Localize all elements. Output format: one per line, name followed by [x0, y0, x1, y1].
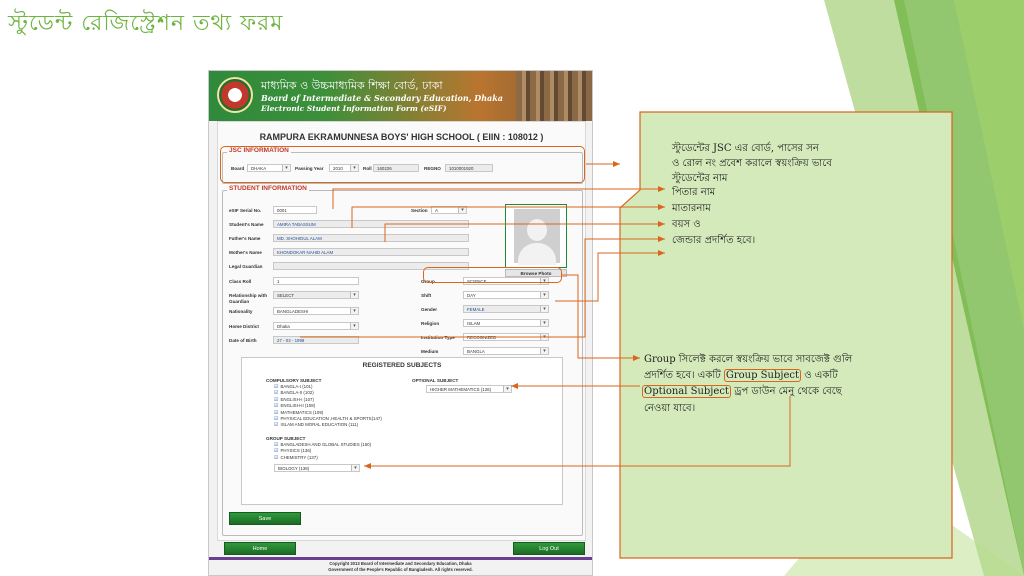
shift-select[interactable]: DAY ▾: [463, 291, 549, 299]
shift-label: Shift: [421, 293, 432, 298]
dob-label: Date of Birth: [229, 338, 257, 343]
nationality-select[interactable]: BANGLADESHI ▾: [273, 307, 359, 315]
board-select[interactable]: DHAKA ▾: [247, 164, 291, 172]
banner-bangla: মাধ্যমিক ও উচ্চমাধ্যমিক শিক্ষা বোর্ড, ঢাকা: [261, 79, 443, 92]
religion-select[interactable]: ISLAM ▾: [463, 319, 549, 327]
subject-checkbox[interactable]: ☑ PHYSICAL EDUCATION ,HEALTH & SPORTS(147): [274, 416, 382, 422]
student-legend: STUDENT INFORMATION: [229, 185, 307, 192]
note-line-4: পিতার নাম: [672, 187, 716, 198]
medium-label: Medium: [421, 349, 439, 354]
banner-form-name: Electronic Student Information Form (eSIF): [261, 104, 447, 113]
medium-select[interactable]: BANGLA ▾: [463, 347, 549, 355]
group-note-text-c: ও একটি: [801, 370, 838, 381]
religion-label: Religion: [421, 321, 440, 326]
regno-input[interactable]: 1010001920: [445, 164, 493, 172]
mother-name-input[interactable]: KHONDOKAR NAHID ALAM: [273, 248, 469, 256]
subject-checkbox[interactable]: ☑ ISLAM AND MORAL EDUCATION (111): [274, 422, 358, 428]
board-label: Board: [231, 166, 245, 171]
optional-label: OPTIONAL SUBJECT: [412, 378, 459, 383]
jsc-legend: JSC INFORMATION: [229, 147, 289, 154]
roll-label: Roll: [363, 166, 372, 171]
group-label: Group: [421, 279, 435, 284]
note-line-7: জেন্ডার প্রদর্শিত হবে।: [672, 235, 756, 246]
optional-subject-highlight: Optional Subject: [644, 386, 729, 397]
home-button[interactable]: Home: [224, 542, 296, 555]
nationality-label: Nationality: [229, 309, 253, 314]
slide-title: স্টুডেন্ট রেজিস্ট্রেশন তথ্য ফরম: [8, 11, 284, 36]
section-label: Section: [411, 208, 428, 213]
group-note-text-a: প্রদর্শিত হবে। একটি: [644, 370, 724, 381]
father-name-input[interactable]: MD. SHOHIDUL ALAM: [273, 234, 469, 242]
group-select[interactable]: SCIENCE ▾: [463, 277, 549, 285]
group-subject-select[interactable]: BIOLOGY (138) ▾: [274, 464, 360, 472]
subject-checkbox[interactable]: ☑ BANGLADESH AND GLOBAL STUDIES (150): [274, 442, 371, 448]
institution-type-select[interactable]: RECOGNIZED ▾: [463, 333, 549, 341]
group-subject-label: GROUP SUBJECT: [266, 436, 306, 441]
group-note-line-3: [642, 384, 842, 401]
group-subject-highlight: Group Subject: [725, 370, 800, 381]
subject-checkbox[interactable]: ☑ ENGLISH-II (108): [274, 403, 315, 409]
save-button[interactable]: Save: [229, 512, 301, 525]
subject-checkbox[interactable]: ☑ BANGLA-I (101): [274, 384, 312, 390]
subject-checkbox[interactable]: ☑ BANGLA-II (102): [274, 390, 314, 396]
group-note-line-2: [644, 368, 838, 385]
subject-checkbox[interactable]: ☑ CHEMISTRY (137): [274, 455, 318, 461]
home-district-select[interactable]: Dhaka ▾: [273, 322, 359, 330]
gender-select[interactable]: FEMALE ▾: [463, 305, 549, 313]
footer-line1: Copyright 2013 Board of Intermediate and Secondary Education, Dhaka: [329, 561, 472, 566]
relationship-select[interactable]: SELECT ▾: [273, 291, 359, 299]
home-district-label: Home District: [229, 324, 259, 329]
serial-label: eSIF Serial No.: [229, 208, 262, 213]
gender-label: Gender: [421, 307, 438, 312]
note-line-2: ও রোল নং প্রবেশ করালে স্বয়ংক্রিয় ভাবে: [672, 158, 832, 169]
group-note-text-d: ড্রপ ডাউন মেনু থেকে বেছে: [730, 386, 842, 397]
subject-checkbox[interactable]: ☑ ENGLISH-I (107): [274, 397, 314, 403]
father-name-label: Father's Name: [229, 236, 261, 241]
note-line-1: স্টুডেন্টের JSC এর বোর্ড, পাসের সন: [672, 143, 819, 154]
institution-type-label: Institution Type: [421, 335, 455, 340]
mother-name-label: Mother's Name: [229, 250, 262, 255]
note-line-6: বয়স ও: [672, 219, 701, 230]
note-line-5: মাতারনাম: [672, 203, 711, 214]
guardian-label: Legal Guardian: [229, 264, 263, 269]
logout-button[interactable]: Log Out: [513, 542, 585, 555]
banner-english: Board of Intermediate & Secondary Education, Dhaka: [261, 93, 503, 103]
relationship-label: Relationship with Guardian: [229, 293, 268, 304]
regno-label: REGNO: [424, 166, 441, 171]
group-note-line-1: Group সিলেক্ট করলে স্বয়ংক্রিয় ভাবে সাবজেক্ট গুলি: [644, 354, 853, 365]
passing-year-label: Passing Year: [295, 166, 324, 171]
section-select[interactable]: A ▾: [431, 206, 467, 214]
serial-input[interactable]: 0001: [273, 206, 317, 214]
note-line-3: স্টুডেন্টের নাম: [672, 173, 728, 184]
class-roll-label: Class Roll: [229, 279, 252, 284]
compulsory-label: COMPULSORY SUBJECT: [266, 378, 322, 383]
passing-year-select[interactable]: 2010 ▾: [329, 164, 359, 172]
dob-input[interactable]: 27 - 03 - 1998: [273, 336, 359, 344]
subject-checkbox[interactable]: ☑ PHYSICS (136): [274, 448, 311, 454]
student-name-label: Student's Name: [229, 222, 264, 227]
class-roll-input[interactable]: 1: [273, 277, 359, 285]
subject-checkbox[interactable]: ☑ MATHEMATICS (109): [274, 410, 323, 416]
subjects-title: REGISTERED SUBJECTS: [362, 362, 442, 369]
browse-photo-button[interactable]: Browse Photo: [505, 269, 567, 277]
group-note-line-4: নেওয়া যাবে।: [644, 403, 696, 414]
optional-subject-select[interactable]: HIGHER MATHEMATICS (126) ▾: [426, 385, 512, 393]
roll-input[interactable]: 160226: [373, 164, 419, 172]
footer-line2: Government of the People's Republic of Bangladesh. All rights reserved.: [328, 567, 473, 572]
student-name-input[interactable]: AMIRA TABASSUM: [273, 220, 469, 228]
school-name: RAMPURA EKRAMUNNESA BOYS' HIGH SCHOOL ( EIIN : 108012 ): [259, 132, 544, 142]
